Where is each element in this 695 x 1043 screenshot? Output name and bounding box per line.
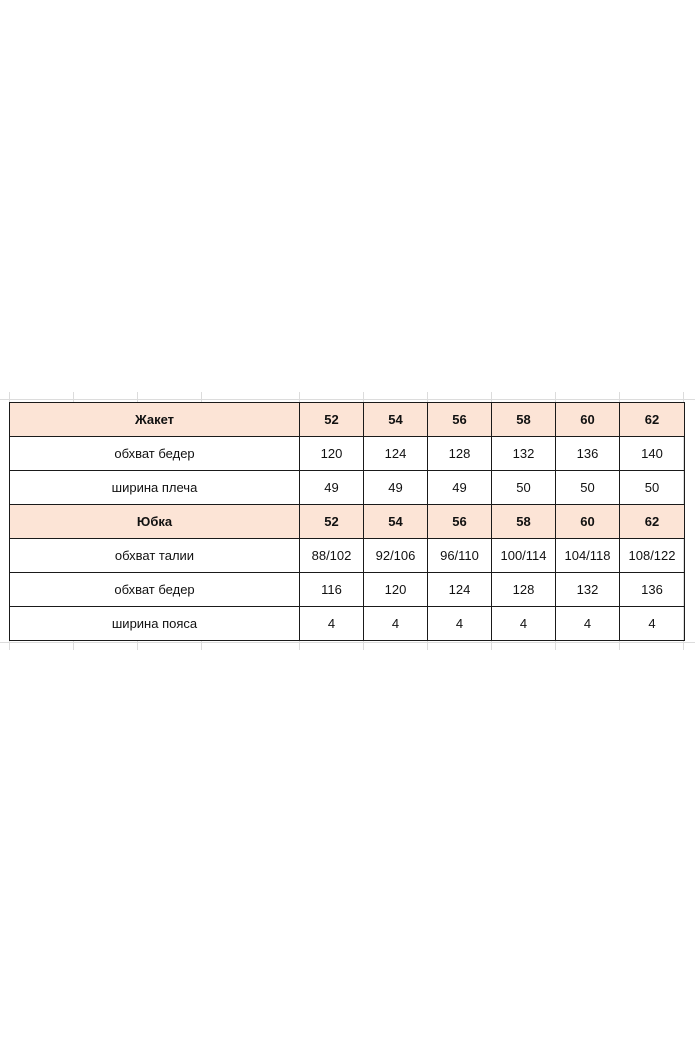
table-cell[interactable]: 56	[428, 403, 492, 437]
table-cell[interactable]: обхват бедер	[10, 437, 300, 471]
gridline	[201, 640, 202, 650]
gridline	[0, 399, 695, 400]
table-cell[interactable]: 96/110	[428, 539, 492, 573]
table-cell[interactable]: обхват талии	[10, 539, 300, 573]
table-row	[10, 437, 685, 471]
gridline	[0, 642, 695, 643]
table-cell[interactable]: 100/114	[492, 539, 556, 573]
table-cell[interactable]: 62	[620, 505, 685, 539]
table-cell[interactable]: 50	[492, 471, 556, 505]
gridline	[137, 640, 138, 650]
table-cell[interactable]: 56	[428, 505, 492, 539]
table-cell[interactable]: 58	[492, 505, 556, 539]
table-cell[interactable]: 52	[300, 403, 364, 437]
table-row	[10, 471, 685, 505]
table-cell[interactable]: 4	[428, 607, 492, 641]
table-cell[interactable]: 88/102	[300, 539, 364, 573]
table-cell[interactable]: 50	[556, 471, 620, 505]
table-cell[interactable]: 49	[364, 471, 428, 505]
table-cell[interactable]: 4	[620, 607, 685, 641]
table-cell[interactable]: 120	[300, 437, 364, 471]
table-cell[interactable]: 49	[300, 471, 364, 505]
table-header-row-jacket	[10, 403, 685, 437]
table-cell[interactable]: Жакет	[10, 403, 300, 437]
table-row	[10, 539, 685, 573]
table-cell[interactable]: 124	[428, 573, 492, 607]
table-cell[interactable]: 4	[300, 607, 364, 641]
table-cell[interactable]: 4	[364, 607, 428, 641]
gridline	[137, 392, 138, 402]
gridline	[73, 392, 74, 402]
table-cell[interactable]: 54	[364, 403, 428, 437]
table-cell[interactable]: 58	[492, 403, 556, 437]
table-cell[interactable]: ширина плеча	[10, 471, 300, 505]
table-cell[interactable]: обхват бедер	[10, 573, 300, 607]
size-chart-table	[9, 402, 685, 641]
table-cell[interactable]: 60	[556, 505, 620, 539]
table-cell[interactable]: 132	[492, 437, 556, 471]
table-cell[interactable]: ширина пояса	[10, 607, 300, 641]
table-cell[interactable]: 4	[556, 607, 620, 641]
gridline	[201, 392, 202, 402]
table-row	[10, 573, 685, 607]
table-cell[interactable]: 132	[556, 573, 620, 607]
table-cell[interactable]: Юбка	[10, 505, 300, 539]
table-cell[interactable]: 52	[300, 505, 364, 539]
gridline	[73, 640, 74, 650]
table-cell[interactable]: 50	[620, 471, 685, 505]
table-cell[interactable]: 60	[556, 403, 620, 437]
spreadsheet-area	[0, 392, 695, 650]
table-header-row-skirt	[10, 505, 685, 539]
table-cell[interactable]: 120	[364, 573, 428, 607]
table-cell[interactable]: 140	[620, 437, 685, 471]
table-cell[interactable]: 136	[620, 573, 685, 607]
table-cell[interactable]: 4	[492, 607, 556, 641]
table-cell[interactable]: 108/122	[620, 539, 685, 573]
table-cell[interactable]: 128	[492, 573, 556, 607]
table-cell[interactable]: 116	[300, 573, 364, 607]
table-cell[interactable]: 92/106	[364, 539, 428, 573]
table-cell[interactable]: 54	[364, 505, 428, 539]
table-cell[interactable]: 128	[428, 437, 492, 471]
table-cell[interactable]: 49	[428, 471, 492, 505]
table-cell[interactable]: 124	[364, 437, 428, 471]
table-cell[interactable]: 104/118	[556, 539, 620, 573]
table-cell[interactable]: 62	[620, 403, 685, 437]
table-cell[interactable]: 136	[556, 437, 620, 471]
table-row	[10, 607, 685, 641]
